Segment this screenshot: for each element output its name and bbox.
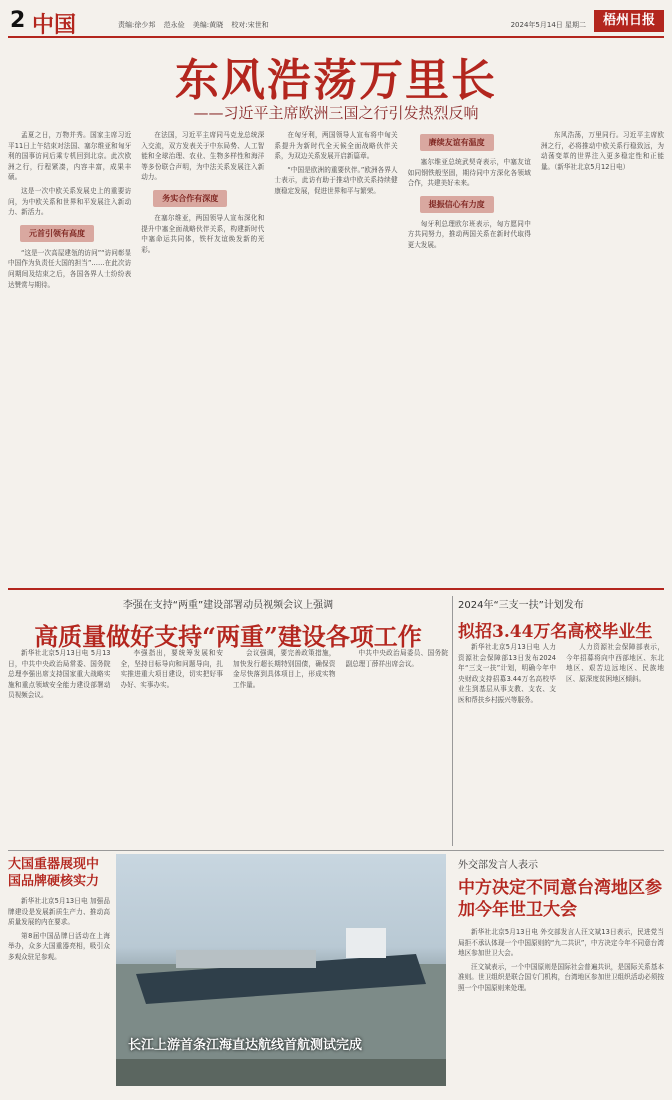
publication-date: 2024年5月14日 星期二 (510, 21, 586, 29)
lead-column (541, 130, 664, 580)
lead-headline-block (8, 44, 664, 144)
lead-paragraph: 这是一次中欧关系发展史上的重要访问，为中欧关系和世界和平发展注入新动力、新活力。 (8, 186, 132, 217)
article-two-body (8, 648, 448, 848)
editor-credits: 责编:徐少邦 范永俭 美编:黄晓 校对:宋世和 (118, 21, 269, 29)
article-three (458, 596, 664, 642)
lead-subtitle: ——习近平主席欧洲三国之行引发热烈反响 (193, 104, 479, 122)
lead-column (141, 130, 264, 580)
section-divider (8, 588, 664, 590)
lead-paragraph: 在法国，习近平主席同马克龙总统深入交流，双方发表关于中东局势、人工智能和全球治理、农业、生物多样性和海洋等多份联合声明，为中法关系发展注入新动力。 (141, 131, 265, 182)
article-four (8, 856, 110, 966)
article-four-paragraph: 第8届中国品牌日活动在上海举办，众多大国重器亮相，吸引众多观众驻足参观。 (8, 931, 110, 961)
lead-paragraph: “中国是欧洲的重要伙伴。”欧洲各界人士表示，此访有助于推动中欧关系持续健康稳定发展，促进世界和平与繁荣。 (274, 165, 398, 195)
column-divider (452, 596, 453, 846)
lead-subhead: 务实合作有深度 (153, 190, 227, 207)
article-two-column (346, 648, 449, 848)
ship-bridge (346, 928, 386, 958)
article-four-title[interactable]: 大国重器展现中国品牌硬核实力 (8, 857, 100, 889)
lead-column (274, 130, 397, 580)
article-three-kicker: 2024年“三支一扶”计划发布 (458, 600, 584, 611)
article-two-column (233, 648, 336, 848)
article-two-paragraph: 中共中央政治局委员、国务院副总理丁薛祥出席会议。 (345, 649, 448, 668)
article-three-paragraph: 新华社北京5月13日电 人力资源社会保障部13日发布2024年“三支一扶”计划，明确今年中央财政支持招募3.44万名高校毕业生到基层从事支教、支农、支医和帮扶乡村振兴等服务。 (458, 643, 556, 704)
article-five-paragraph: 新华社北京5月13日电 外交部发言人汪文斌13日表示，民进党当局拒不承认体现一个中国原则的“九二共识”，中方决定今年不同意台湾地区参加世卫大会。 (458, 928, 664, 958)
page-number: 2 (10, 8, 26, 33)
section-name: 中国 (32, 13, 77, 38)
article-three-body (458, 642, 664, 842)
article-two-column (8, 648, 111, 848)
article-three-title[interactable]: 拟招3.44万名高校毕业生 (458, 622, 653, 642)
lead-paragraph: 匈牙利总理欧尔班表示，匈方愿同中方共同努力，推动两国关系在新时代取得更大发展。 (407, 219, 531, 249)
lead-subhead: 元首引领有高度 (20, 225, 94, 242)
lead-paragraph: “这是一次高屋建瓴的访问”“访问彰显中国作为负责任大国的担当”……在此次访问期间及结束之后，各国各界人士纷纷表达赞赏与期待。 (8, 248, 132, 289)
article-two-paragraph: 新华社北京5月13日电 5月13日，中共中央政治局常委、国务院总理李强出席支持国家重大战略实施和重点领域安全能力建设部署动员视频会议。 (8, 649, 111, 700)
riverbank (116, 1059, 446, 1086)
article-five (458, 856, 664, 997)
lead-paragraph: 东风浩荡，万里同行。习近平主席欧洲之行，必将推动中欧关系行稳致远，为动荡变革的世界注入更多稳定性和正能量。（新华社北京5月12日电） (540, 131, 665, 171)
article-three-column (566, 642, 664, 842)
masthead (8, 6, 664, 38)
lead-paragraph: 塞尔维亚总统武契奇表示，中塞友谊如同钢铁般坚固，期待同中方深化各领域合作，共建美好未来。 (407, 158, 531, 188)
ship-photo (116, 854, 446, 1086)
article-two (8, 596, 448, 652)
article-five-paragraph: 汪文斌表示，一个中国原则是国际社会普遍共识，是国际关系基本准则。世卫组织是联合国专门机构，台湾地区参加世卫组织活动必须按照一个中国原则来处理。 (458, 962, 664, 992)
article-three-column (458, 642, 556, 842)
article-two-paragraph: 李强指出，要统筹发展和安全，坚持目标导向和问题导向，扎实推进重大项目建设，切实把好事办好、实事办实。 (120, 649, 223, 689)
lead-subhead: 提振信心有力度 (420, 196, 494, 213)
article-two-title[interactable]: 高质量做好支持“两重”建设各项工作 (34, 622, 422, 651)
article-two-column (121, 648, 224, 848)
lead-column (408, 130, 531, 580)
lead-paragraph: 孟夏之日，万物并秀。国家主席习近平11日上午结束对法国、塞尔维亚和匈牙利的国事访问后乘专机回到北京。此次欧洲之行，行程紧凑，内容丰富，成果丰硕。 (8, 131, 132, 182)
section-divider (8, 850, 664, 851)
photo-caption: 长江上游首条江海直达航线首航测试完成 (128, 1038, 363, 1053)
article-two-paragraph: 会议强调，要完善政策措施，加快发行超长期特别国债，确保资金尽快落到具体项目上，形成实物工作量。 (233, 649, 336, 689)
article-five-title[interactable]: 中方决定不同意台湾地区参加今年世卫大会 (458, 878, 662, 920)
article-three-paragraph: 人力资源社会保障部表示，今年招募将向中西部地区、东北地区、艰苦边远地区、民族地区、原深度贫困地区倾斜。 (566, 643, 664, 683)
article-two-kicker: 李强在支持“两重”建设部署动员视频会议上强调 (122, 600, 334, 611)
article-four-paragraph: 新华社北京5月13日电 加强品牌建设是发展新质生产力、推动高质量发展的内在要求。 (8, 897, 110, 927)
lead-body (8, 130, 664, 580)
lead-paragraph: 在塞尔维亚，两国领导人宣布深化和提升中塞全面战略伙伴关系，构建新时代中塞命运共同体，铁杆友谊焕发新的光彩。 (141, 213, 265, 254)
lead-subhead: 赓续友谊有温度 (420, 134, 494, 151)
ship-deck (176, 950, 316, 968)
lead-column (8, 130, 131, 580)
lead-title[interactable]: 东风浩荡万里长 (175, 55, 497, 106)
newspaper-logo: 梧州日报 (594, 10, 664, 32)
article-five-kicker: 外交部发言人表示 (458, 860, 538, 871)
lead-paragraph: 在匈牙利，两国领导人宣布将中匈关系提升为新时代全天候全面战略伙伴关系，为双边关系发展开启新篇章。 (274, 131, 398, 161)
